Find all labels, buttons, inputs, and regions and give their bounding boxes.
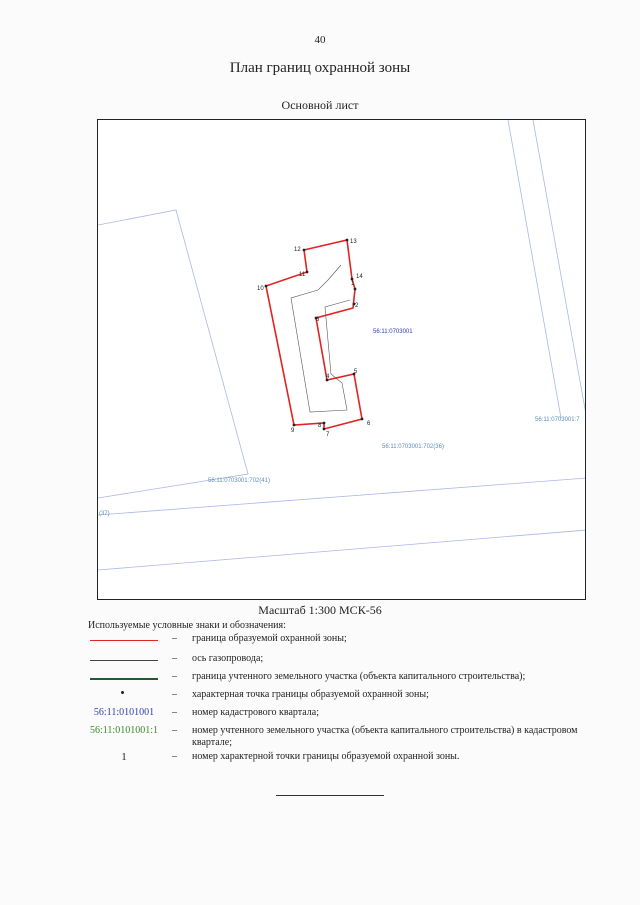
legend-dash: – [172,725,177,736]
parcel-boundary-right-1 [508,120,561,418]
page-number: 40 [314,34,326,46]
sheet-subtitle: Основной лист [281,98,359,112]
parcel-label-702-41: 56:11:0703001:702(41) [208,478,270,484]
parcel-label-37: (37) [99,511,110,517]
gas-axis-symbol [88,653,160,667]
point-label-2: 2 [355,303,359,309]
point-number-symbol: 1 [121,751,127,763]
point-label-3: 3 [316,317,320,323]
zone-vertices [265,239,364,431]
point-label-9: 9 [291,428,295,434]
scale-caption: Масштаб 1:300 МСК-56 [258,603,382,617]
quarter-number-label: 56:11:0703001 [373,329,413,335]
point-label-8: 8 [318,423,322,429]
road-line-2 [98,530,586,570]
legend-text: граница образуемой охранной зоны; [192,633,347,644]
quarter-number-symbol: 56:11:0101001 [93,707,155,718]
legend-text: граница учтенного земельного участка (объекта капитального строительства); [192,671,526,682]
legend-text: номер кадастрового квартала; [192,707,320,718]
signature-line [276,795,384,796]
point-label-12: 12 [294,247,301,253]
protection-zone-boundary [266,240,362,429]
legend-dash: – [172,751,177,762]
legend-text: характерная точка границы образуемой охранной зоны; [192,689,429,700]
point-symbol [88,689,160,703]
parcel-label-7: 56:11:0703001:7 [535,417,580,423]
point-label-13: 13 [350,239,357,245]
gas-axis-line [291,265,350,412]
parcel-boundary-left [98,210,248,498]
point-label-11: 11 [299,272,306,278]
point-label-5: 5 [354,369,358,375]
parcel-number-symbol: 56:11:0101001:1 [90,725,158,736]
parcel-boundary-right-2 [533,120,586,420]
map-drawing [98,120,586,600]
zone-boundary-symbol [88,633,160,647]
point-label-10: 10 [257,286,264,292]
map-frame[interactable] [97,119,586,600]
road-line-1 [98,478,586,515]
point-label-6: 6 [367,421,371,427]
legend-text: номер учтенного земельного участка (объекта капитального строительства) в кадастровом квартале; [192,725,578,748]
legend-header: Используемые условные знаки и обозначения: [88,620,286,631]
point-label-14: 14 [356,274,363,280]
parcel-label-702-36: 56:11:0703001:702(36) [382,444,444,450]
legend-dash: – [172,707,177,718]
point-label-1: 1 [351,281,355,287]
page-title: План границ охранной зоны [229,60,411,76]
legend-dash: – [172,653,177,664]
point-label-7: 7 [326,432,330,438]
legend-dash: – [172,633,177,644]
legend-text: ось газопровода; [192,653,264,664]
legend-dash: – [172,671,177,682]
legend-text: номер характерной точки границы образуемой охранной зоны. [192,751,460,762]
legend-dash: – [172,689,177,700]
parcel-boundary-symbol [88,671,160,685]
point-label-4: 4 [326,374,330,380]
